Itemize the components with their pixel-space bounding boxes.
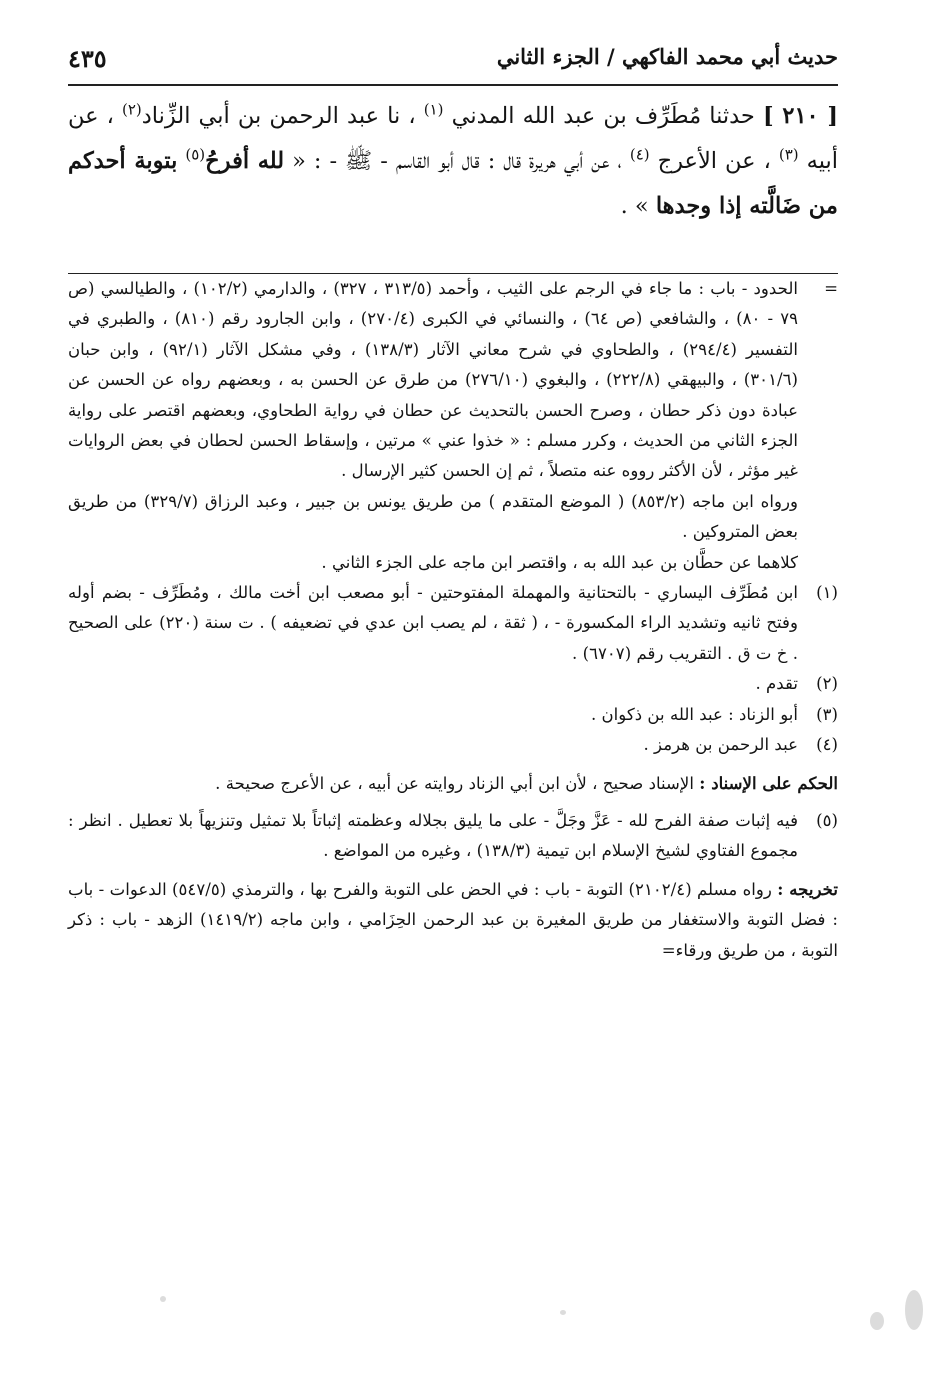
footnote-3 xyxy=(68,700,838,730)
hadith-number: [ ٢١٠ ] xyxy=(762,103,839,129)
footnote-4 xyxy=(68,730,838,760)
hadith-isnad-part-5: ، عن أبي هريرة قال : قال أبو القاسم - ﷺ - : « xyxy=(292,148,622,174)
hadith-isnad-part-4: ، عن الأعرج xyxy=(657,148,771,174)
continuation-marker: = xyxy=(824,279,838,298)
footnote-1-text: ابن مُطَرِّف اليساري - بالتحتانية والمهملة المفتوحتين - أبو مصعب ابن أخت مالك ، ومُطَرِّف - بضم أوله وفتح ثانيه وتشديد الراء المكسورة - ، ( ثقة ، لم يصب ابن عدي في تضعيفه ) . ت سنة (٢٢٠) على الصحيح . خ ت ق . التقريب رقم (٦٧٠٧) . xyxy=(68,583,798,663)
isnad-ruling-text: الإسناد صحيح ، لأن ابن أبي الزناد روايته عن أبيه ، عن الأعرج صحيحة . xyxy=(215,773,695,793)
footnote-ref-4: (٤) xyxy=(629,145,650,164)
footnote-ref-3: (٣) xyxy=(778,145,799,164)
takhrij-text: رواه مسلم (٢١٠٢/٤) التوبة - باب : في الحض على التوبة والفرح بها ، والترمذي (٥٤٧/٥) الدعوات - باب : فضل التوبة والاستغفار من طريق المغيرة بن عبد الرحمن الحِزَامي ، وابن ماجه (١٤١٩/٢) الزهد - باب : ذكر التوبة ، من طريق ورقاء= xyxy=(68,879,838,960)
footnote-4-text: عبد الرحمن بن هرمز . xyxy=(643,735,798,755)
footnote-2-marker: (٢) xyxy=(816,674,838,694)
footnote-2-text: تقدم . xyxy=(755,674,798,694)
footnote-1 xyxy=(68,578,838,669)
isnad-ruling-label: الحكم على الإسناد : xyxy=(699,772,838,793)
footnotes xyxy=(68,274,838,966)
isnad-ruling xyxy=(68,768,838,799)
both-note xyxy=(68,548,838,578)
both-text: كلاهما عن حطَّان بن عبد الله به ، واقتصر ابن ماجه على الجزء الثاني . xyxy=(321,552,798,572)
running-header xyxy=(68,36,838,86)
footnote-3-marker: (٣) xyxy=(816,704,838,724)
ibn-majah-text: ورواه ابن ماجه (٨٥٣/٢) ( الموضع المتقدم ) من طريق يونس بن جبير ، وعبد الرزاق (٣٢٩/٧) من طريق بعض المتروكين . xyxy=(68,491,798,542)
hadith-matn-part-2: بتوبة أحدكم من ضَالَّته إذا وجدها xyxy=(68,148,838,219)
hadith-closing: » . xyxy=(620,193,649,219)
footnote-1-marker: (١) xyxy=(816,583,838,603)
scan-speck xyxy=(870,1312,884,1330)
hadith-isnad-part-2: ، نا عبد الرحمن بن أبي الزِّناد xyxy=(141,103,416,129)
footnote-5-marker: (٥) xyxy=(816,810,838,830)
scan-speck xyxy=(560,1310,566,1315)
footnote-ref-1: (١) xyxy=(423,100,444,119)
scan-speck xyxy=(905,1290,923,1330)
footnote-2 xyxy=(68,669,838,699)
page-number: ٤٣٥ xyxy=(68,44,107,73)
takhrij xyxy=(68,874,838,966)
scan-speck xyxy=(160,1296,166,1302)
running-title: حديث أبي محمد الفاكهي / الجزء الثاني xyxy=(496,44,838,69)
footnote-5 xyxy=(68,806,838,867)
hadith-isnad-part-1: حدثنا مُطَرِّف بن عبد الله المدني xyxy=(451,103,755,129)
footnote-5-text: فيه إثبات صفة الفرح لله - عَزَّ وجَلَّ - على ما يليق بجلاله وعظمته إثباتاً بلا تمثيل وتنزيهاً بلا تعطيل . انظر : مجموع الفتاوي لشيخ الإسلام ابن تيمية (١٣٨/٣) ، وغيره من المواضع . xyxy=(68,810,798,861)
ibn-majah-note xyxy=(68,487,838,548)
hadith-matn-part-1: لله أفرحُ xyxy=(205,148,285,174)
continuation-note xyxy=(68,274,838,487)
footnote-ref-2: (٢) xyxy=(122,100,142,119)
footnote-3-text: أبو الزناد : عبد الله بن ذكوان . xyxy=(590,704,798,724)
takhrij-label: تخريجه : xyxy=(777,878,838,899)
continuation-text: الحدود - باب : ما جاء في الرجم على الثيب ، وأحمد (٣١٣/٥ ، ٣٢٧) ، والدارمي (١٠٢/٢) ، والطيالسي (ص ٧٩ - ٨٠) ، والشافعي (ص ٦٤) ، والنسائي في الكبرى (٢٧٠/٤) ، وابن الجارود رقم (٨١٠) ، والطبري في التفسير (٢٩٤/٤) ، والطحاوي في شرح معاني الآثار (١٣٨/٣) ، وفي مشكل الآثار (٩٢/١) ، وابن حبان (٣٠١/٦) ، والبيهقي (٢٢٢/٨) ، والبغوي (٢٧٦/١٠) من طرق عن الحسن به ، وبعضهم رواه عن الحسن عن عبادة دون ذكر حطان ، وصرح الحسن بالتحديث عن حطان في رواية الطحاوي، وبعضهم اقتصر على رواية الجزء الثاني من الحديث ، وكرر مسلم : « خذوا عني » مرتين ، وإسقاط الحسن لحطان في بعض الروايات غير مؤثر ، لأن الأكثر رووه عنه متصلاً ، ثم إن الحسن كثير الإرسال . xyxy=(68,279,799,481)
hadith-text xyxy=(68,94,838,229)
footnote-4-marker: (٤) xyxy=(816,735,838,755)
hadith-isnad-part-3: ، عن أبيه xyxy=(68,103,839,174)
footnote-ref-5: (٥) xyxy=(185,145,206,164)
